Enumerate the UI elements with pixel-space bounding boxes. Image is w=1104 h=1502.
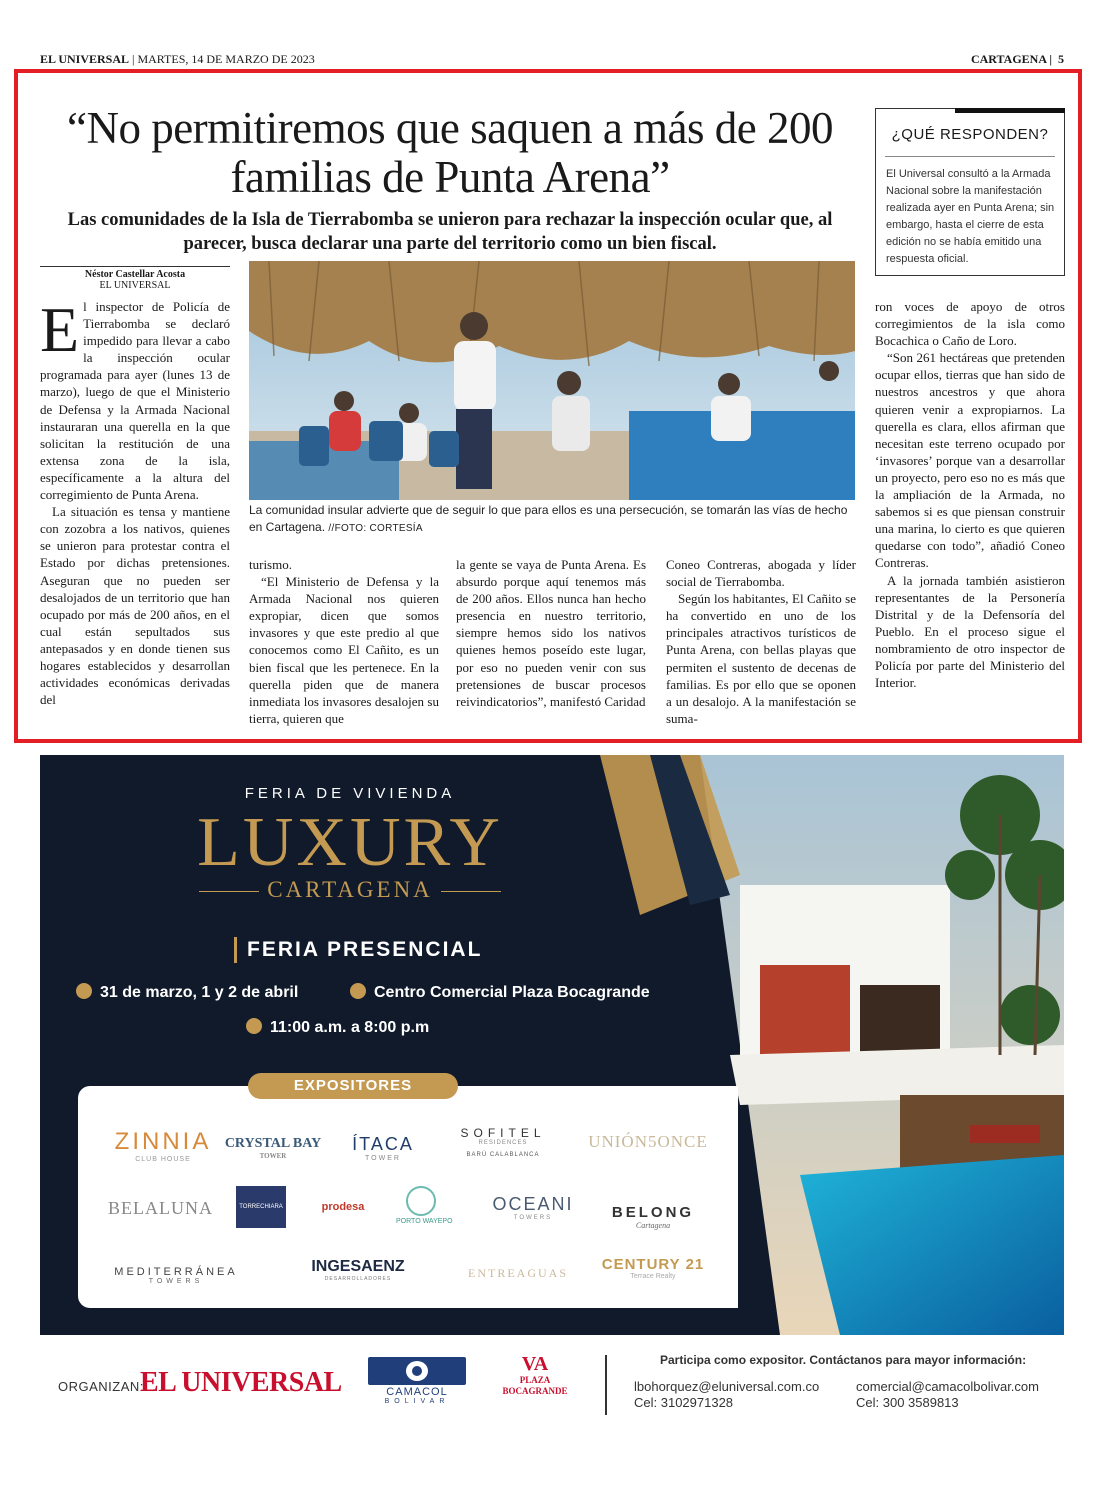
ad-dates-text: 31 de marzo, 1 y 2 de abril	[100, 984, 299, 1001]
contact-phone-1: Cel: 3102971328	[634, 1395, 734, 1410]
ad-dates	[76, 983, 298, 1002]
logo-oceani	[478, 1194, 588, 1221]
article-column-3	[456, 556, 646, 710]
logo-century-21	[593, 1256, 713, 1280]
dropcap: E	[40, 294, 80, 365]
logo-mediterranea	[106, 1266, 246, 1285]
sidebar-title: ¿QUÉ RESPONDEN?	[891, 126, 1049, 143]
logo-crystal-text: CRYSTAL BAY	[224, 1136, 322, 1151]
logo-crystal-sub: TOWER	[259, 1152, 287, 1160]
paragraph: La situación es tensa y mantiene con zozobra a los nativos, quienes se unieron para protestar contra el Estado por dichas pretensiones. Aseguran que no pueden ser desalojados de un territorio que han ocupado por más de 200 años, en el cual están sepultados sus antepasados y en donde tienen sus hogares establecidos y desarrollan actividades económicas derivadas del	[40, 504, 230, 708]
camacol-sub: BOLIVAR	[384, 1398, 450, 1405]
logo-ingesaenz-text: INGESAENZ	[311, 1258, 405, 1275]
plaza-bocagrande-logo	[490, 1353, 580, 1409]
plaza-text: PLAZA BOCAGRANDE	[502, 1375, 568, 1396]
contact-heading: Participa como expositor. Contáctanos para mayor información:	[660, 1353, 1027, 1367]
expositores-badge: EXPOSITORES	[248, 1073, 458, 1099]
logo-sofitel-sub: RESIDENCES	[478, 1140, 528, 1146]
logo-century-sub: Terrace Realty	[630, 1273, 676, 1280]
page-header-right: CARTAGENA | 5	[970, 52, 1064, 66]
camacol-text: CAMACOL	[386, 1386, 448, 1398]
contact-phone-2: Cel: 300 3589813	[856, 1395, 959, 1410]
paragraph: Según los habitantes, El Cañito se ha convertido en uno de los principales atractivos turísticos de Punta Arena, con bellas playas que permiten el sustento de decenas de familias. Es por ello que se oponen a un desalojo. A la manifestación se suma-	[666, 591, 856, 726]
camacol-logo	[368, 1357, 466, 1405]
logo-belong-sub: Cartagena	[635, 1221, 671, 1230]
byline	[40, 266, 230, 291]
decor-line	[199, 891, 259, 892]
logo-prodesa: prodesa	[321, 1201, 365, 1213]
ad-hours-text: 11:00 a.m. a 8:00 p.m	[270, 1019, 430, 1036]
clock-icon	[246, 1018, 262, 1034]
ad-cartagena-title	[190, 877, 510, 903]
logo-oceani-sub: TOWERS	[513, 1215, 553, 1221]
camacol-mark-icon	[368, 1357, 466, 1385]
article-deck: Las comunidades de la Isla de Tierrabomba se unieron para rechazar la inspección ocular que, al parecer, busca declarar una parte del territorio como un bien fiscal.	[67, 210, 833, 254]
logo-itaca-text: ÍTACA	[352, 1134, 414, 1154]
porto-circle-icon	[406, 1186, 436, 1216]
logo-zinnia-sub: CLUB HOUSE	[135, 1156, 191, 1163]
location-pin-icon	[350, 983, 366, 999]
article-column-4	[666, 556, 856, 727]
ad-luxury-title: LUXURY	[197, 804, 503, 881]
logo-zinnia	[108, 1128, 218, 1163]
issue-date: MARTES, 14 DE MARZO DE 2023	[137, 52, 315, 66]
paragraph: A la jornada también asistieron representantes de la Personería Distrital y de la Defensoría del Pueblo. En el proceso sigue el nombramiento de otro inspector de Policía por parte del Ministerio del Interior.	[875, 572, 1065, 691]
logo-ingesaenz-sub: DESARROLLADORES	[324, 1276, 392, 1282]
contact-1	[634, 1379, 819, 1411]
logo-belong	[598, 1204, 708, 1230]
logo-belaluna: BELALUNA	[108, 1198, 213, 1218]
ad-cartagena-text: CARTAGENA	[267, 877, 433, 902]
page-header-left: EL UNIVERSAL | MARTES, 14 DE MARZO DE 2023	[40, 52, 315, 66]
plaza-mark-icon: VA	[521, 1353, 549, 1375]
logo-oceani-text: OCEANI	[492, 1194, 574, 1214]
paragraph: l inspector de Policía de Tierrabomba se declaró impedido para llevar a cabo la inspección ocular programada para ayer (lunes 13 de marzo), luego de que el Ministerio de Defensa y la Armada Nacional instauraran una querella en la que solicitan la restitución de una extensa zona de la isla, específicamente a la altura del corregimiento de Punta Arena.	[40, 299, 230, 503]
paragraph: Coneo Contreras, abogada y líder social de Tierrabomba.	[666, 557, 856, 590]
caption-text: La comunidad insular advierte que de seguir lo que para ellos es una persecución, se tomarán las vías de hecho en Cartagena.	[249, 503, 848, 534]
contact-email-2[interactable]: comercial@camacolbolivar.com	[856, 1379, 1039, 1394]
logo-ingesaenz	[298, 1258, 418, 1282]
logo-entreaguas: ENTREAGUAS	[468, 1266, 568, 1280]
logo-itaca	[338, 1134, 428, 1162]
logo-belong-text: BELONG	[611, 1204, 695, 1221]
paragraph: “El Ministerio de Defensa y la Armada Nacional nos quieren expropiar, dicen que somos invasores y que este predio al que conocemos como El Cañito, es un bien fiscal que les pertenece. En la querella piden que de manera inmediata los invasores desalojen su tierra, quieren que	[249, 574, 439, 726]
page-header	[40, 52, 1064, 68]
paragraph: ron voces de apoyo de otros corregimientos de la isla como Bocachica o Caño de Loro.	[875, 299, 1065, 349]
decor-line	[441, 891, 501, 892]
sidebar-text: El Universal consultó a la Armada Nacional sobre la manifestación realizada ayer en Punta Arena; sin embargo, hasta el cierre de esta edición no se había emitido una respuesta oficial.	[886, 168, 1055, 265]
ad-feria-label: FERIA DE VIVIENDA	[244, 785, 456, 802]
logo-mediterranea-text: MEDITERRÁNEA	[114, 1266, 238, 1278]
logo-sofitel-sub2: BARÚ CALABLANCA	[466, 1152, 540, 1158]
paragraph: turismo.	[249, 557, 292, 572]
ad-presencial: FERIA PRESENCIAL	[234, 937, 482, 963]
logo-union-once: UNIÓN5ONCE	[588, 1132, 708, 1151]
author-name: Néstor Castellar Acosta	[84, 269, 186, 280]
logo-crystal-bay	[223, 1136, 323, 1160]
calendar-icon	[76, 983, 92, 999]
ad-footer	[40, 1345, 1064, 1425]
logo-mediterranea-sub: TOWERS	[148, 1278, 204, 1285]
page-number: 5	[1058, 52, 1064, 66]
ad-place	[350, 983, 650, 1002]
exhibitors-panel	[78, 1086, 738, 1308]
organizan-label: ORGANIZAN:	[58, 1379, 144, 1394]
photo-caption	[249, 502, 855, 537]
logo-century-text: CENTURY 21	[601, 1256, 705, 1273]
ad-place-text: Centro Comercial Plaza Bocagrande	[374, 984, 650, 1001]
sidebar-box	[875, 108, 1065, 276]
paragraph: la gente se vaya de Punta Arena. Es absurdo porque aquí tenemos más de 200 años. Ellos nunca han hecho presencia en nuestro territorio, siempre hemos sido los nativos quienes hemos poseído este lugar, por eso no pueden venir con sus pretensiones de buscar procesos reivindicatorios”, manifestó Caridad	[456, 557, 646, 709]
paper-name: EL UNIVERSAL	[40, 52, 130, 66]
ad-hours	[246, 1018, 429, 1037]
el-universal-logo: EL UNIVERSAL	[140, 1367, 342, 1398]
article-column-2	[249, 556, 439, 727]
article-column-1	[40, 294, 230, 708]
sidebar-rule	[885, 156, 1055, 157]
logo-sofitel	[448, 1126, 558, 1158]
logo-torrechiara: TORRECHIARA	[236, 1186, 286, 1228]
paragraph: “Son 261 hectáreas que pretenden ocupar ellos, tierras que han sido de nuestros ancestros y que ahora quieren venir a expropiarnos. La querella es clara, ellos afirman que necesitan este terreno ocupado por ‘invasores’ porque van a desarrollar un proyecto, pero eso no es más que la ampliación de la Armada, no sabemos si es que piensan construir una marina, lo cierto es que quieren quedarse con todo”, añadió Coneo Contreras.	[875, 350, 1065, 571]
article-column-5	[875, 298, 1065, 691]
logo-itaca-sub: TOWER	[365, 1155, 401, 1162]
article-headline: “No permitiremos que saquen a más de 200 familias de Punta Arena”	[66, 103, 834, 202]
photo-illustration	[249, 261, 855, 500]
sidebar-accent-bar	[955, 108, 1065, 113]
logo-sofitel-text: SOFITEL	[460, 1126, 546, 1140]
author-outlet: EL UNIVERSAL	[99, 280, 171, 291]
article-photo	[249, 261, 855, 500]
logo-porto-text: PORTO WAYEPO	[396, 1218, 453, 1225]
section-name: CARTAGENA	[970, 52, 1047, 66]
contact-2	[856, 1379, 1039, 1411]
contact-email-1[interactable]: lbohorquez@eluniversal.com.co	[634, 1379, 820, 1394]
caption-credit: //FOTO: CORTESÍA	[328, 523, 423, 534]
footer-divider	[605, 1355, 607, 1415]
logo-porto-wayepo	[396, 1186, 453, 1225]
logo-zinnia-text: ZINNIA	[114, 1128, 212, 1155]
